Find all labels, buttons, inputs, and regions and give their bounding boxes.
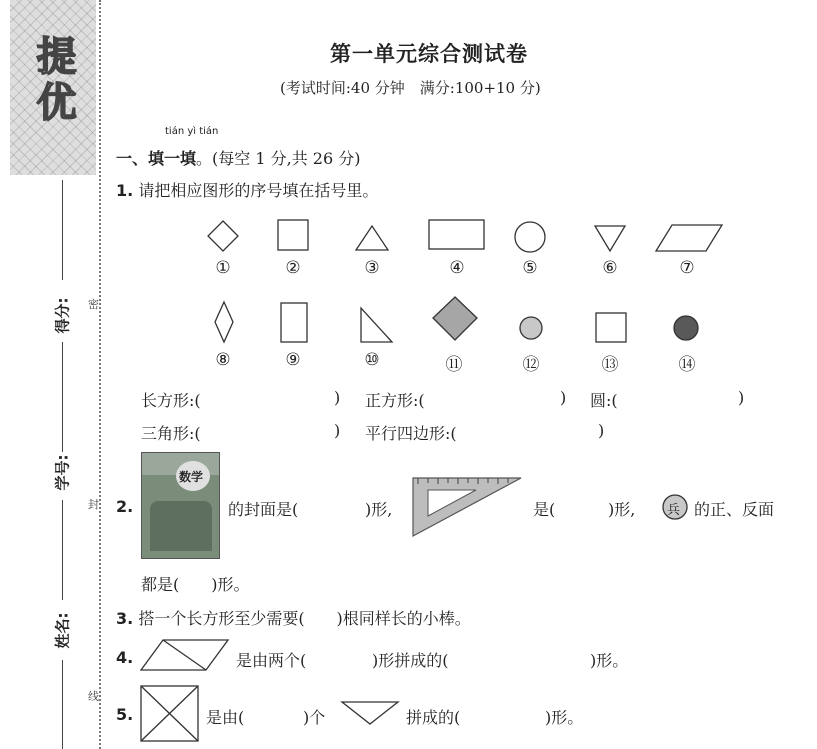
id-label: 学号: xyxy=(53,454,72,491)
shape-label-13: ⑬ xyxy=(601,355,619,375)
shape-14-dark-circle xyxy=(674,316,698,340)
shape-label-2: ② xyxy=(285,258,301,278)
seal-char-feng: 封 xyxy=(88,498,99,511)
section-heading-note: 。(每空 1 分,共 26 分) xyxy=(196,149,361,168)
question-number: 4. xyxy=(116,648,134,667)
section-pinyin: tián yì tián xyxy=(165,126,219,137)
shape-label-5: ⑤ xyxy=(522,258,538,278)
shape-label-11: ⑪ xyxy=(445,355,463,375)
question-text: 搭一个长方形至少需要( )根同样长的小棒。 xyxy=(138,609,471,628)
answer-triangle-label: 三角形:( xyxy=(141,424,201,443)
q2-part-a: 的封面是( xyxy=(228,500,299,519)
shape-1-diamond xyxy=(208,221,238,251)
q2-part-d: )形, xyxy=(608,500,636,519)
shape-label-1: ① xyxy=(215,258,231,278)
book-cover-illustration xyxy=(150,501,212,551)
seal-char-xian: 线 xyxy=(88,690,99,703)
shape-12-gray-circle xyxy=(520,317,542,339)
question-3 xyxy=(116,606,471,629)
shape-label-8: ⑧ xyxy=(215,350,231,370)
shape-label-12: ⑫ xyxy=(522,355,540,375)
q5-part-b: )个 xyxy=(303,708,326,727)
page-subtitle: (考试时间:40 分钟 满分:100+10 分) xyxy=(280,79,541,97)
q4-part-b: )形拼成的( xyxy=(372,651,449,670)
shape-3-triangle xyxy=(356,226,388,250)
answer-parallelogram-close: ) xyxy=(598,421,605,440)
q4-parallelogram-image xyxy=(141,640,228,670)
answer-parallelogram-label: 平行四边形:( xyxy=(365,424,457,443)
math-book-cover-image xyxy=(141,452,220,559)
question-number: 3. xyxy=(116,609,134,628)
shape-4-rectangle xyxy=(429,220,484,249)
shape-label-4: ④ xyxy=(449,258,465,278)
section-heading-title: 一、填一填 xyxy=(116,149,197,168)
answer-circle-close: ) xyxy=(738,388,745,407)
question-4-number xyxy=(116,648,133,667)
question-text: 请把相应图形的序号填在括号里。 xyxy=(138,181,379,200)
question-number: 5. xyxy=(116,705,134,724)
shape-11-gray-square xyxy=(433,297,477,340)
answer-rectangle-label: 长方形:( xyxy=(141,391,201,410)
score-label: 得分: xyxy=(53,297,72,334)
q2-part-b: )形, xyxy=(365,500,393,519)
question-number: 1. xyxy=(116,181,134,200)
shape-10-right-triangle xyxy=(361,308,392,342)
shape-13-square xyxy=(596,313,626,342)
q4-part-c: )形。 xyxy=(590,651,629,670)
shape-label-9: ⑨ xyxy=(285,350,301,370)
q2-part-c: 是( xyxy=(533,500,556,519)
shape-label-6: ⑥ xyxy=(602,258,618,278)
set-square-image xyxy=(413,478,521,536)
shape-2-square xyxy=(278,220,308,250)
answer-circle-label: 圆:( xyxy=(590,391,618,410)
shape-5-circle xyxy=(515,222,545,252)
answer-triangle-close: ) xyxy=(334,421,341,440)
shape-9-rectangle xyxy=(281,303,307,342)
name-label: 姓名: xyxy=(53,612,72,649)
shape-8-thin-diamond xyxy=(215,302,233,342)
q2-line2: 都是( )形。 xyxy=(141,575,250,594)
shape-label-14: ⑭ xyxy=(678,355,696,375)
q5-part-c: 拼成的( xyxy=(406,708,461,727)
chess-piece-char: 兵 xyxy=(667,503,681,518)
shape-label-3: ③ xyxy=(364,258,380,278)
answer-square-label: 正方形:( xyxy=(365,391,425,410)
question-number: 2. xyxy=(116,497,134,516)
q5-triangle-image xyxy=(342,702,398,724)
q5-part-d: )形。 xyxy=(545,708,584,727)
seal-char-mi: 密 xyxy=(88,298,99,311)
answer-square-close: ) xyxy=(560,388,567,407)
page-title: 第一单元综合测试卷 xyxy=(330,41,528,66)
banner-text: 提优 xyxy=(30,35,76,127)
question-5-number xyxy=(116,705,133,724)
shape-label-10: ⑩ xyxy=(364,350,380,370)
q5-part-a: 是由( xyxy=(206,708,245,727)
book-cover-title: 数学 xyxy=(179,470,204,484)
answer-rectangle-close: ) xyxy=(334,388,341,407)
shape-6-inverted-triangle xyxy=(595,226,625,251)
q5-square-image xyxy=(141,686,198,741)
q2-part-e: 的正、反面 xyxy=(694,500,775,519)
shape-7-parallelogram xyxy=(656,225,722,251)
q4-part-a: 是由两个( xyxy=(236,651,307,670)
shape-label-7: ⑦ xyxy=(679,258,695,278)
question-2-number xyxy=(116,497,133,516)
